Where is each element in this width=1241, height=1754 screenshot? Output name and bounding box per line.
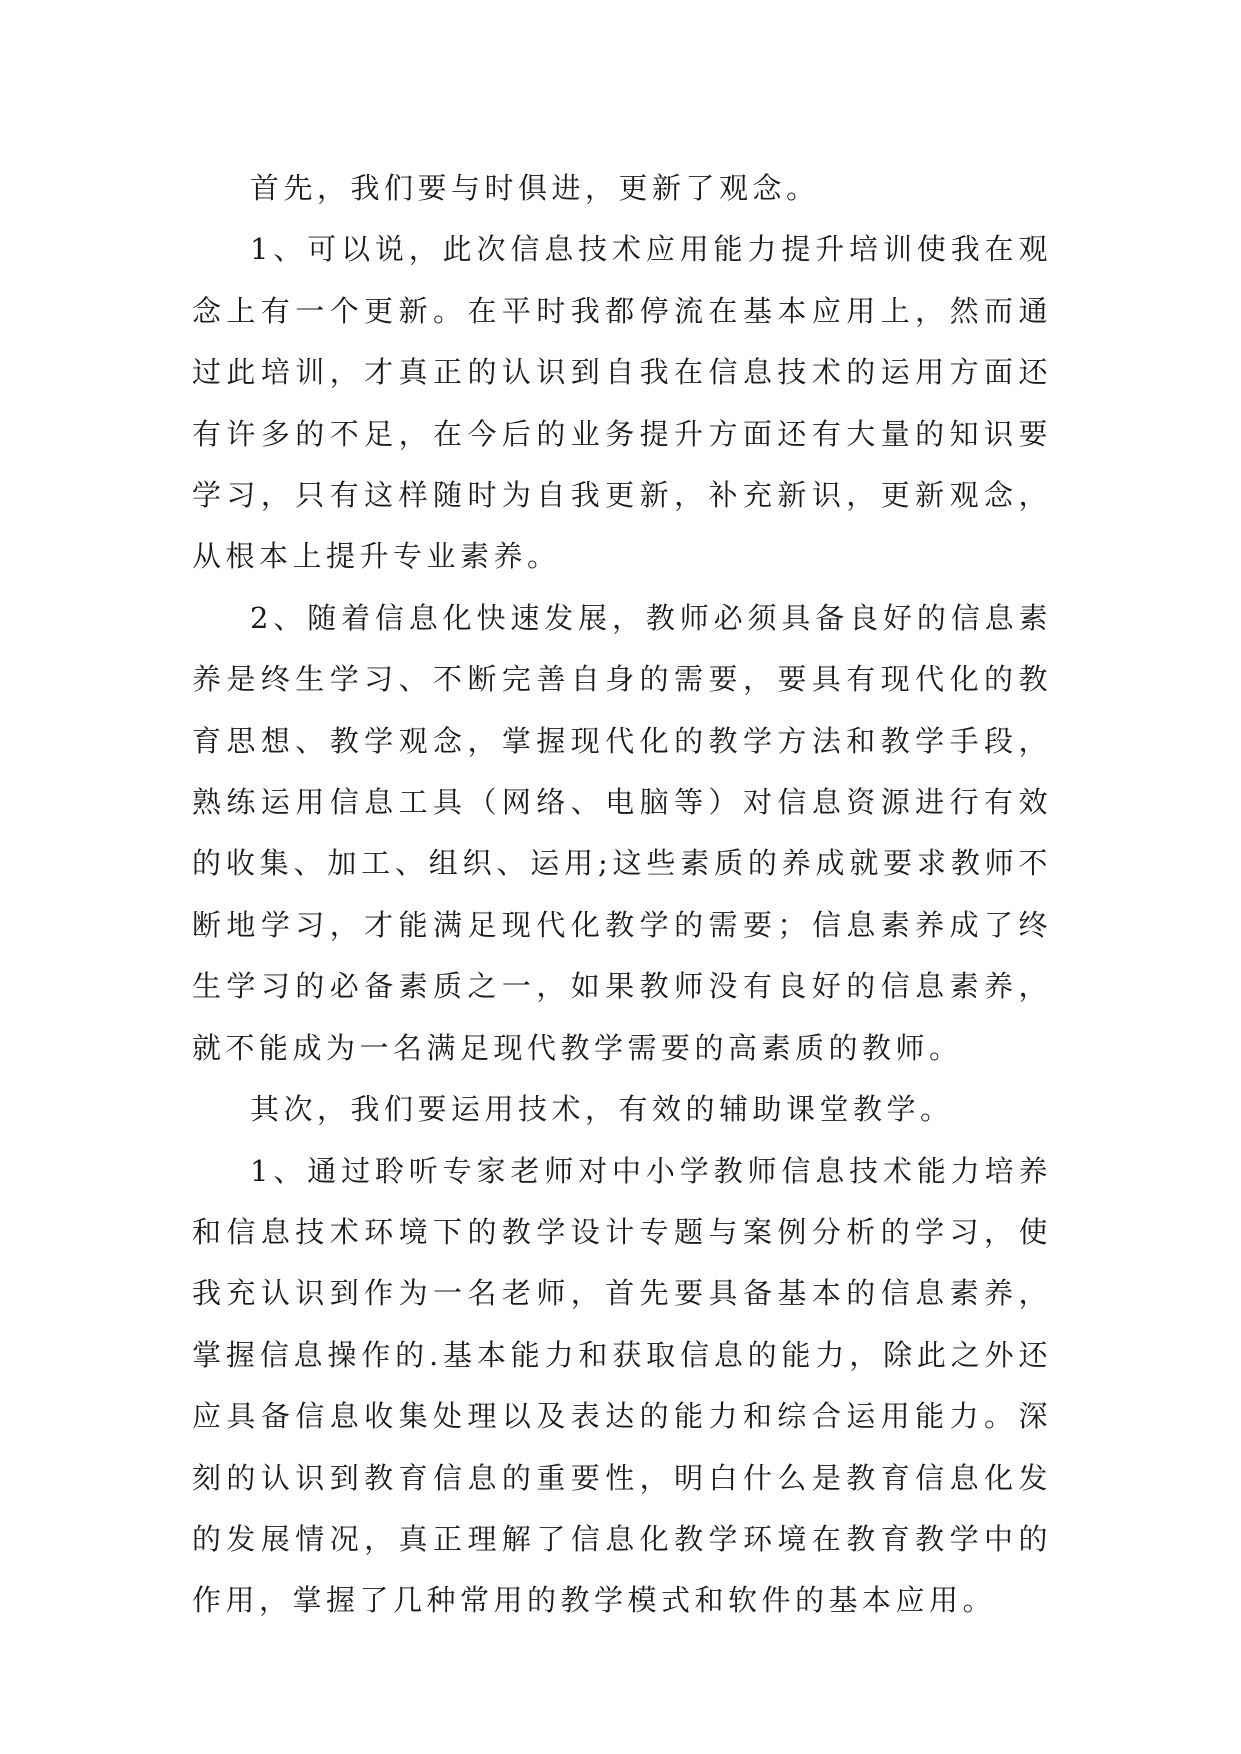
- paragraph-point-1-teaching: 1、通过聆听专家老师对中小学教师信息技术能力培养和信息技术环境下的教学设计专题与案例分析的学习，使我充认识到作为一名老师，首先要具备基本的信息素养，掌握信息操作的.基本能力和获取信息的能力，除此之外还应具备信息收集处理以及表达的能力和综合运用能力。深刻的认识到教育信息的重要性，明白什么是教育信息化发的发展情况，真正理解了信息化教学环境在教育教学中的作用，掌握了几种常用的教学模式和软件的基本应用。: [192, 1153, 1052, 1618]
- paragraph-point-2-literacy: 2、随着信息化快速发展，教师必须具备良好的信息素养是终生学习、不断完善自身的需要，要具有现代化的教育思想、教学观念，掌握现代化的教学方法和教学手段，熟练运用信息工具（网络、电脑等）对信息资源进行有效的收集、加工、组织、运用;这些素质的养成就要求教师不断地学习，才能满足现代化教学的需要；信息素养成了终生学习的必备素质之一，如果教师没有良好的信息素养，就不能成为一名满足现代教学需要的高素质的教师。: [192, 600, 1052, 1065]
- paragraph-heading-second: 其次，我们要运用技术，有效的辅助课堂教学。: [250, 1092, 954, 1127]
- paragraph-point-1-concept: 1、可以说，此次信息技术应用能力提升培训使我在观念上有一个更新。在平时我都停流在基本应用上，然而通过此培训，才真正的认识到自我在信息技术的运用方面还有许多的不足，在今后的业务提升方面还有大量的知识要学习，只有这样随时为自我更新，补充新识，更新观念，从根本上提升专业素养。: [192, 232, 1052, 574]
- paragraph-heading-first: 首先，我们要与时俱进，更新了观念。: [250, 171, 820, 205]
- document-body: [192, 158, 1052, 1632]
